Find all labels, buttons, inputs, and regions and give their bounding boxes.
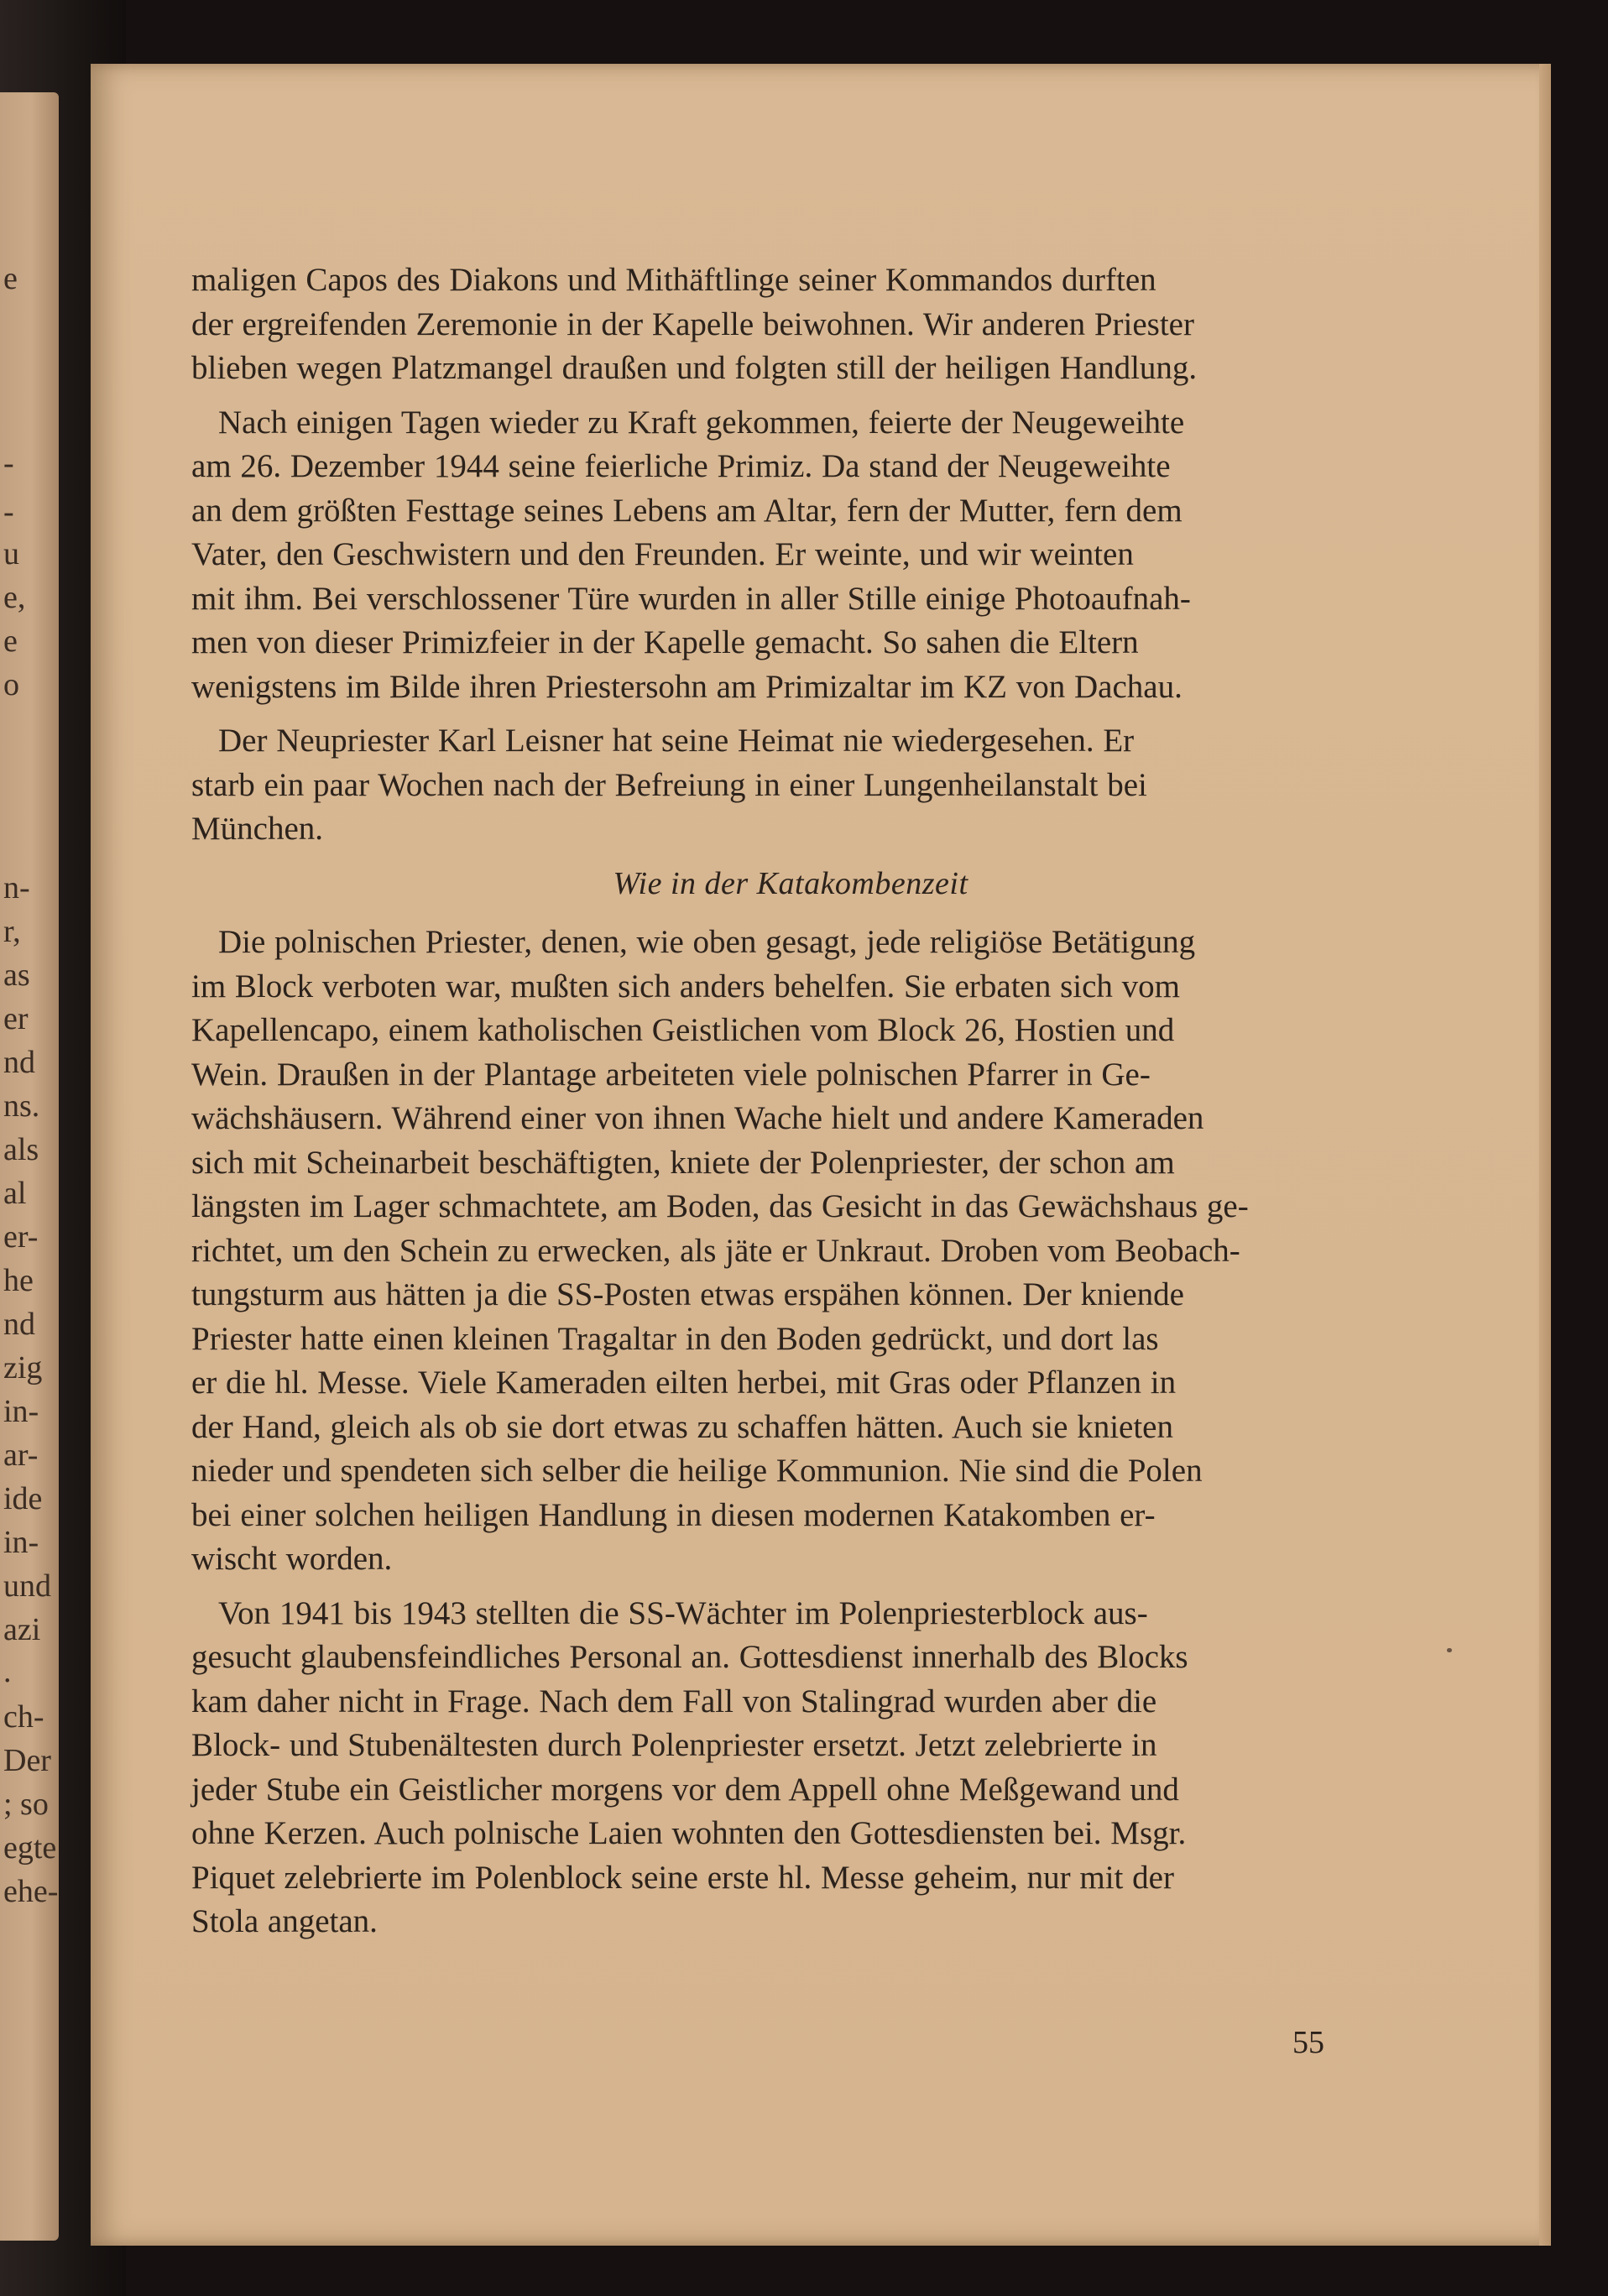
fragment: al xyxy=(3,1176,27,1211)
paragraph-2: Nach einigen Tagen wieder zu Kraft gekommen, feierte der Neugeweihte am 26. Dezember 1944 seine feierliche Primiz. Da stand der Neugeweihte an dem größten Festtage seines Lebens am Altar, fern der Mutter, fern dem Vater, den Geschwistern und den Freunden. Er weinte, und wir weinten mit ihm. Bei verschlossener Türe wurden in aller Stille einige Photoaufnah- men von dieser Primizfeier in der Kapelle gemacht. So sahen die Eltern wenigstens im Bilde ihren Priestersohn am Primizaltar im KZ von Dachau. xyxy=(191,404,1191,705)
fragment: o xyxy=(3,667,19,702)
fragment: als xyxy=(3,1132,39,1167)
fragment: in- xyxy=(3,1394,39,1429)
fragment: e xyxy=(3,261,18,296)
fragment: ide xyxy=(3,1481,43,1516)
fragment: er- xyxy=(3,1219,39,1255)
fragment: ar- xyxy=(3,1438,39,1473)
paragraph-5: Von 1941 bis 1943 stellten die SS-Wächter im Polenpriesterblock aus- gesucht glaubensfeindliches Personal an. Gottesdienst innerhalb des Blocks kam daher nicht in Frage. Nach dem Fall von Stalingrad wurden aber die Block- und Stubenältesten durch Polenpriester ersetzt. Jetzt zelebrierte in jeder Stube ein Geistlicher morgens vor dem Appell ohne Meßgewand und ohne Kerzen. Auch polnische Laien wohnten den Gottesdiensten bei. Msgr. Piquet zelebrierte im Polenblock seine erste hl. Messe geheim, nur mit der Stola angetan. xyxy=(191,1594,1188,1939)
paragraph-4: Die polnischen Priester, denen, wie oben gesagt, jede religiöse Betätigung im Block verboten war, mußten sich anders behelfen. Sie erbaten sich vom Kapellencapo, einem katholischen Geistlichen vom Block 26, Hostien und Wein. Draußen in der Plantage arbeiteten viele polnischen Pfarrer in Ge- wächshäusern. Während einer von ihnen Wache hielt und andere Kameraden sich mit Scheinarbeit beschäftigten, kniete der Polenpriester, der schon am längsten im Lager schmachtete, am Boden, das Gesicht in das Gewächshaus ge- richtet, um den Schein zu erwecken, als jäte er Unkraut. Droben vom Beobach- tungsturm aus hätten ja die SS-Posten etwas erspähen können. Der kniende Priester hatte einen kleinen Tragaltar in den Boden gedrückt, und dort las er die hl. Messe. Viele Kameraden eilten herbei, mit Gras oder Pflanzen in der Hand, gleich als ob sie dort etwas zu schaffen hätten. Auch sie knieten nieder und spendeten sich selber die heilige Kommunion. Nie sind die Polen bei einer solchen heiligen Handlung in diesen modernen Katakomben er- wischt worden. xyxy=(191,924,1249,1577)
fragment: n- xyxy=(3,870,30,905)
paragraph-1: maligen Capos des Diakons und Mithäftlinge seiner Kommandos durften der ergreifenden Zeremonie in der Kapelle beiwohnen. Wir anderen Priester blieben wegen Platzmangel draußen und folgten still der heiligen Handlung. xyxy=(191,262,1198,386)
fragment: e, xyxy=(3,580,26,615)
fragment: r, xyxy=(3,914,21,949)
fragment: er xyxy=(3,1001,29,1036)
fragment: he xyxy=(3,1263,34,1298)
fragment: und xyxy=(3,1568,51,1604)
body-text xyxy=(191,258,1390,1954)
left-page-text-fragments xyxy=(3,92,59,2241)
paragraph-3: Der Neupriester Karl Leisner hat seine Heimat nie wiedergesehen. Er starb ein paar Wochen nach der Befreiung in einer Lungenheilanstalt bei München. xyxy=(191,723,1147,847)
fragment: as xyxy=(3,958,30,993)
fragment: - xyxy=(3,446,14,481)
fragment: ; so xyxy=(3,1787,49,1822)
paper-speck xyxy=(1447,1648,1452,1652)
left-page-edge xyxy=(0,92,59,2241)
fragment: nd xyxy=(3,1307,35,1342)
fragment: azi xyxy=(3,1612,41,1647)
page-number: 55 xyxy=(1292,2025,1324,2060)
fragment: Der xyxy=(3,1743,51,1778)
section-heading: Wie in der Katakombenzeit xyxy=(613,865,968,901)
fragment: - xyxy=(3,494,14,530)
fragment: zig xyxy=(3,1350,43,1385)
fragment: egte xyxy=(3,1830,57,1866)
fragment: u xyxy=(3,536,19,571)
page-edge xyxy=(1539,64,1551,2246)
fragment: ch- xyxy=(3,1699,44,1735)
fragment: in- xyxy=(3,1525,39,1560)
fragment: . xyxy=(3,1654,12,1689)
fragment: nd xyxy=(3,1045,35,1080)
fragment: ehe- xyxy=(3,1874,59,1909)
fragment: e xyxy=(3,624,18,659)
fragment: ns. xyxy=(3,1088,40,1124)
right-page xyxy=(91,64,1551,2246)
